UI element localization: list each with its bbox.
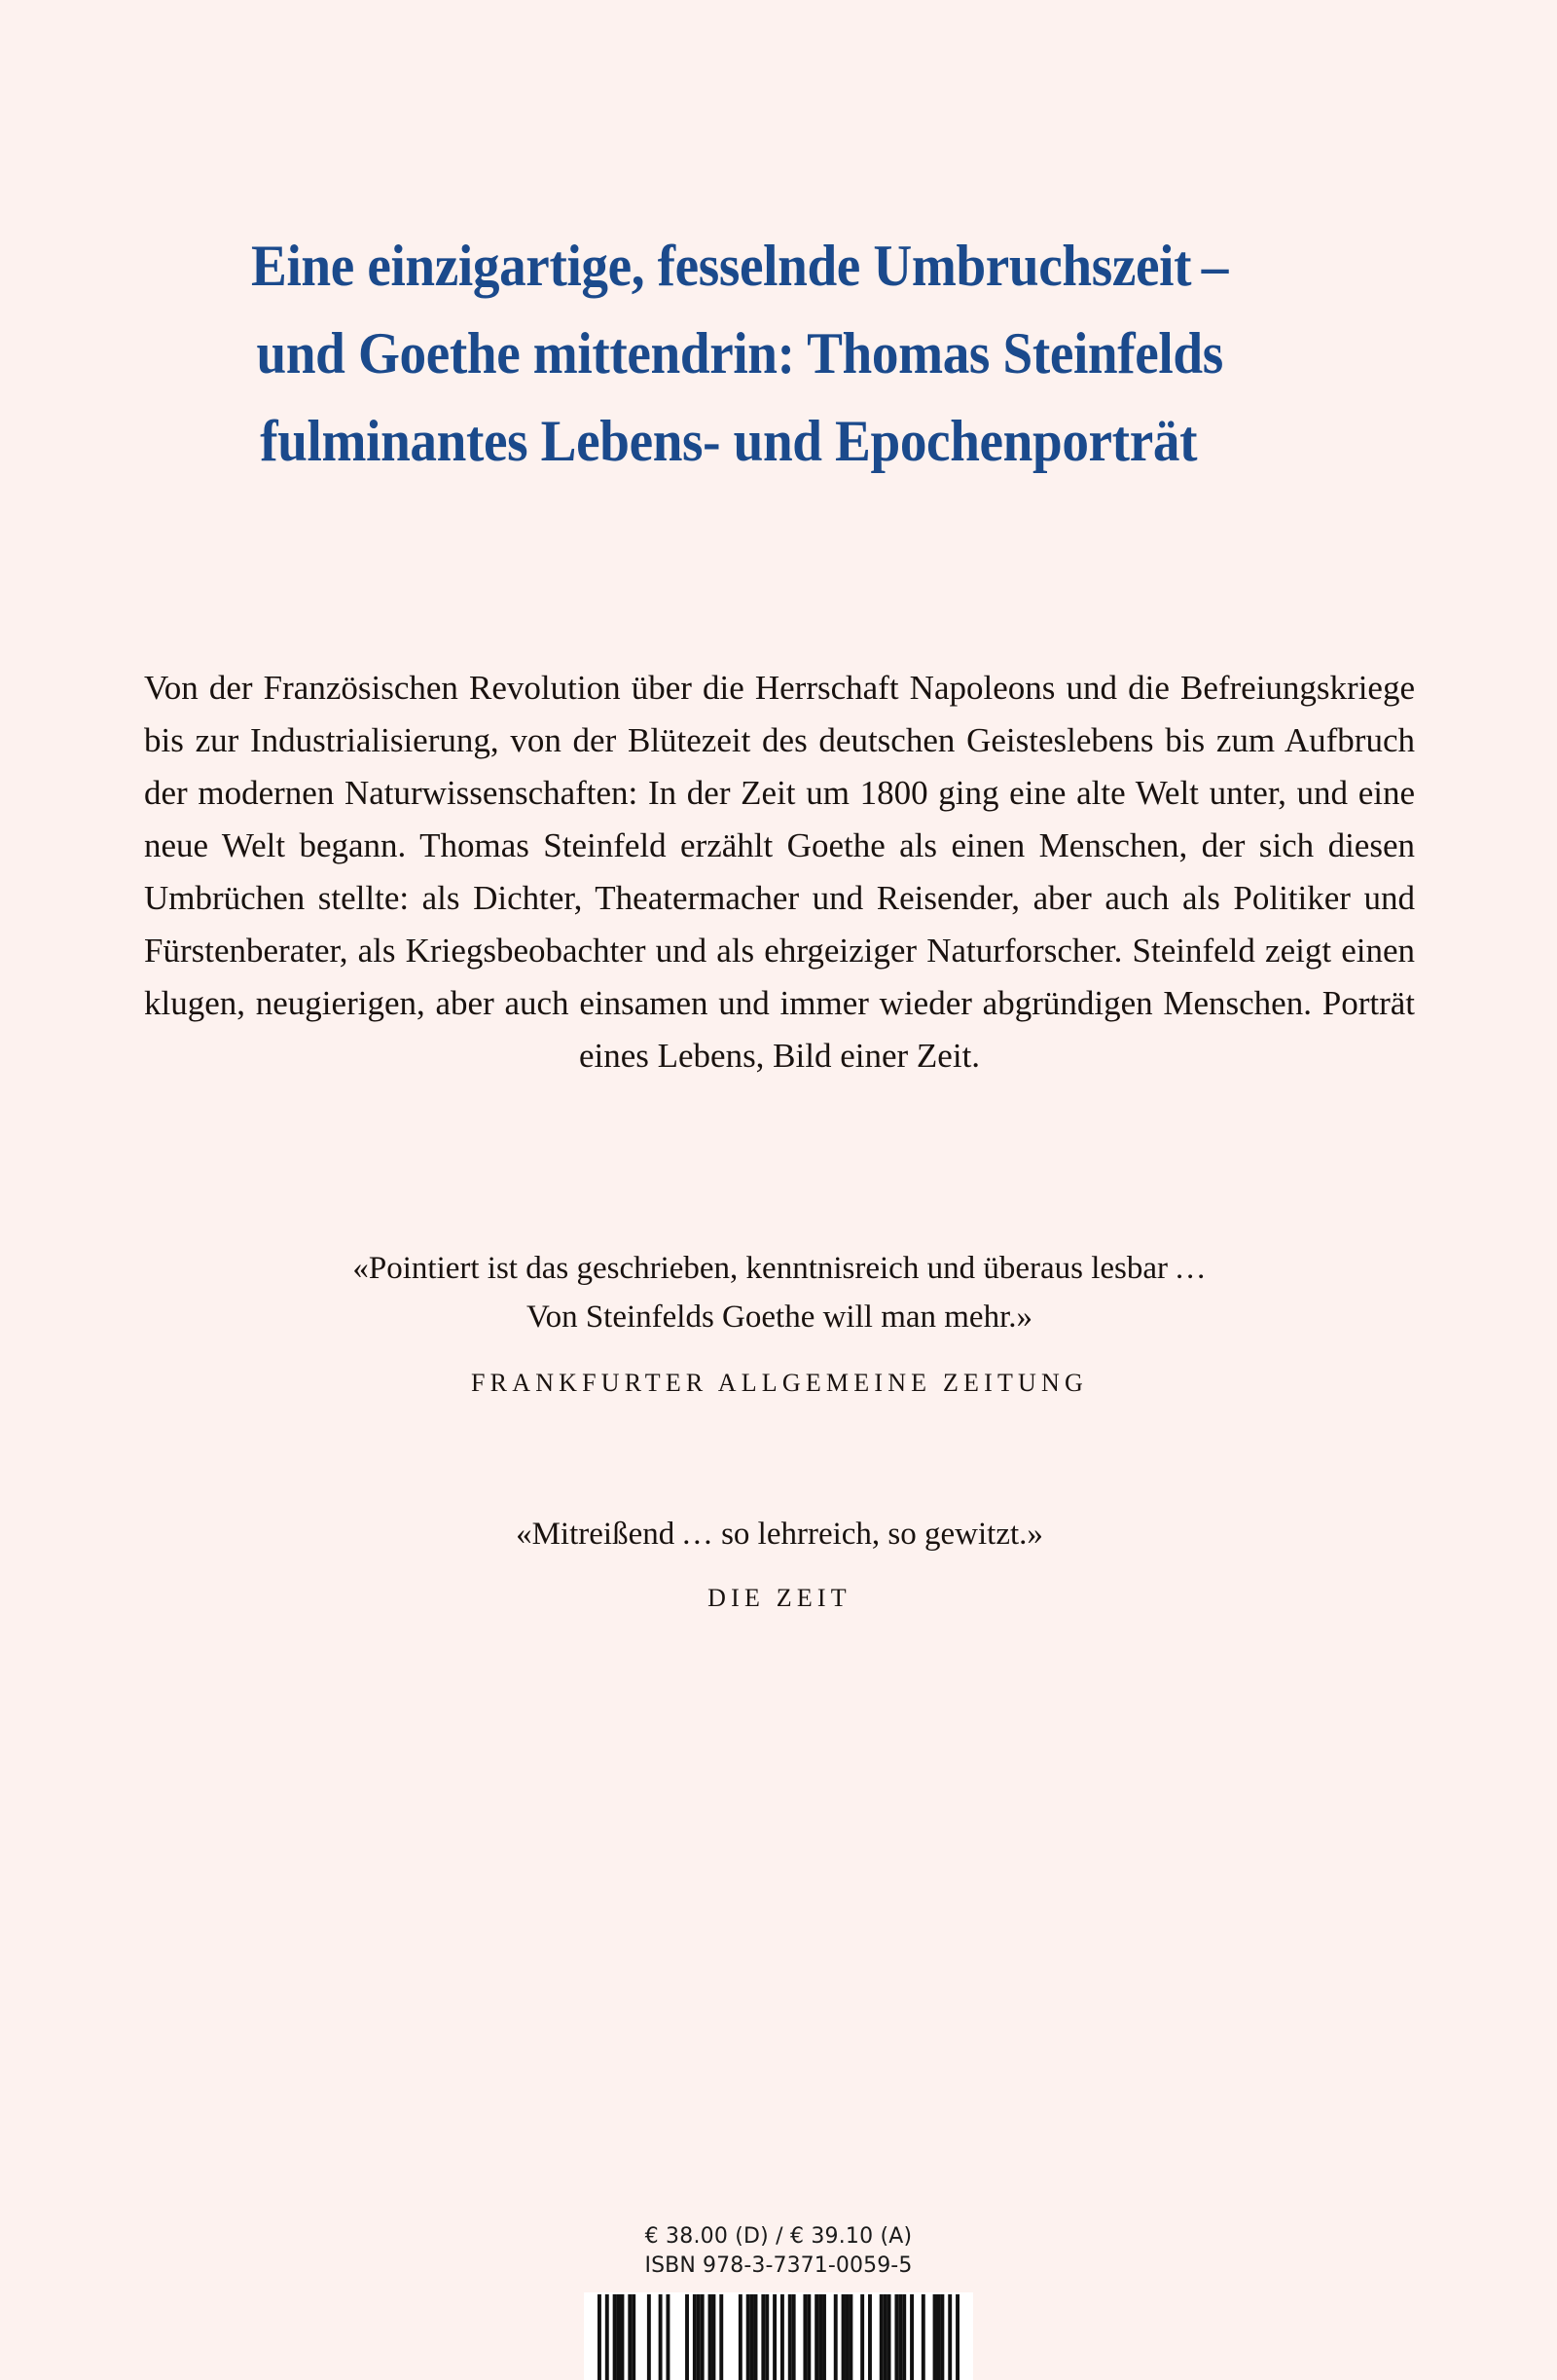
blurb-paragraph: Von der Französischen Revolution über die Herrschaft Napoleons und die Befreiungskriege bis zur Industrialisierung, von der Blütezeit des deutschen Geisteslebens bis zum Aufbruch der modernen Naturwissenschaften: In der Zeit um 1800 ging eine alte Welt unter, und eine neue Welt begann. Thomas Steinfeld erzählt Goethe als einen Menschen, der sich diesen Umbrüchen stellte: als Dichter, Theatermacher und Reisender, aber auch als Politiker und Fürstenberater, als Kriegsbeobachter und als ehrgeiziger Naturforscher. Steinfeld zeigt einen klugen, neugierigen, aber auch einsamen und immer wieder abgründigen Menschen. Porträt eines Lebens, Bild einer Zeit.: [144, 669, 1415, 1075]
press-quote-1: [144, 1244, 1415, 1400]
press-quote-1-source: FRANKFURTER ALLGEMEINE ZEITUNG: [471, 1369, 1088, 1397]
price-label: € 38.00 (D) / € 39.10 (A): [644, 2224, 913, 2249]
press-quote-1-text: [144, 1244, 1415, 1341]
press-quote-2-source: DIE ZEIT: [707, 1584, 851, 1612]
press-quote-2-line-1: «Mitreißend … so lehrreich, so gewitzt.»: [516, 1517, 1043, 1552]
press-quote-2: [144, 1510, 1415, 1615]
press-quote-2-text: [144, 1510, 1415, 1558]
ean13-barcode: [584, 2292, 973, 2380]
headline: [251, 222, 1308, 485]
press-quote-1-line-1: «Pointiert ist das geschrieben, kenntnisreich und überaus lesbar …: [352, 1251, 1207, 1286]
press-quote-1-line-2: Von Steinfelds Goethe will man mehr.»: [526, 1300, 1032, 1335]
isbn-label: ISBN 978-3-7371-0059-5: [644, 2253, 913, 2278]
headline-line-3: fulminantes Lebens- und Epochenporträt: [260, 409, 1198, 473]
cover-footer: [0, 2222, 1557, 2380]
headline-line-1: Eine einzigartige, fesselnde Umbruchszeit –: [251, 234, 1229, 298]
headline-line-2: und Goethe mittendrin: Thomas Steinfelds: [256, 321, 1223, 385]
